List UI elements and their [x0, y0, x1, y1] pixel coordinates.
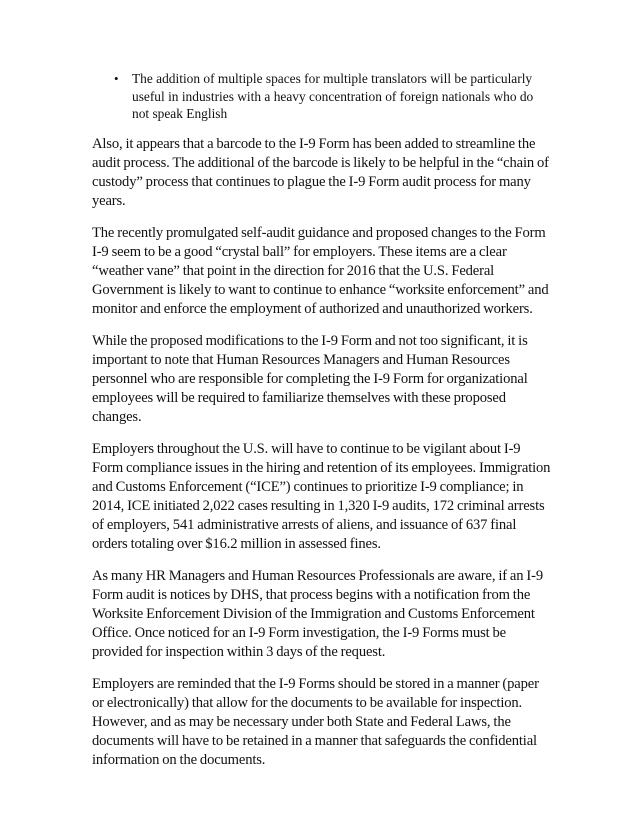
paragraph-self-audit: The recently promulgated self-audit guidance and proposed changes to the Form I-9 seem to be a good “crystal ball” for employers. These items are a clear “weather vane” that point in the direction for 2016 that the U.S. Federal Government is likely to want to continue to enhance “worksite enforcement” and monitor and enforce the employment of authorized and unauthorized workers. [92, 224, 549, 317]
paragraph-modifications: While the proposed modifications to the I-9 Form and not too significant, it is important to note that Human Resources Managers and Human Resources personnel who are responsible for completing the I-9 Form for organizational employees will be required to familiarize themselves with these proposed changes. [92, 332, 528, 425]
paragraph-dhs-audit: As many HR Managers and Human Resources Professionals are aware, if an I-9 Form audit is notices by DHS, that process begins with a notification from the Worksite Enforcement Division of the Immigration and Customs Enforcement Office. Once noticed for an I-9 Form investigation, the I-9 Forms must be provided for inspection within 3 days of the request. [92, 567, 543, 660]
paragraph-compliance: Employers throughout the U.S. will have to continue to be vigilant about I-9 Form compliance issues in the hiring and retention of its employees. Immigration and Customs Enforcement (“ICE”) continues to prioritize I-9 compliance; in 2014, ICE initiated 2,022 cases resulting in 1,320 I-9 audits, 172 criminal arrests of employers, 541 administrative arrests of aliens, and issuance of 637 final orders totaling over $16.2 million in assessed fines. [92, 440, 551, 552]
paragraph-storage: Employers are reminded that the I-9 Forms should be stored in a manner (paper or electronically) that allow for the documents to be available for inspection. However, and as may be necessary under both State and Federal Laws, the documents will have to be retained in a manner that safeguards the confidential information on the documents. [92, 675, 539, 768]
bullet-list [92, 70, 552, 123]
bullet-text: The addition of multiple spaces for multiple translators will be particularly useful in industries with a heavy concentration of foreign nationals who do not speak English [132, 71, 534, 121]
document-page [92, 70, 552, 783]
paragraph-barcode: Also, it appears that a barcode to the I-9 Form has been added to streamline the audit process. The additional of the barcode is likely to be helpful in the “chain of custody” process that continues to plague the I-9 Form audit process for many years. [92, 135, 549, 209]
bullet-item-translators [92, 70, 552, 123]
bullet-dot-icon: • [114, 71, 119, 86]
